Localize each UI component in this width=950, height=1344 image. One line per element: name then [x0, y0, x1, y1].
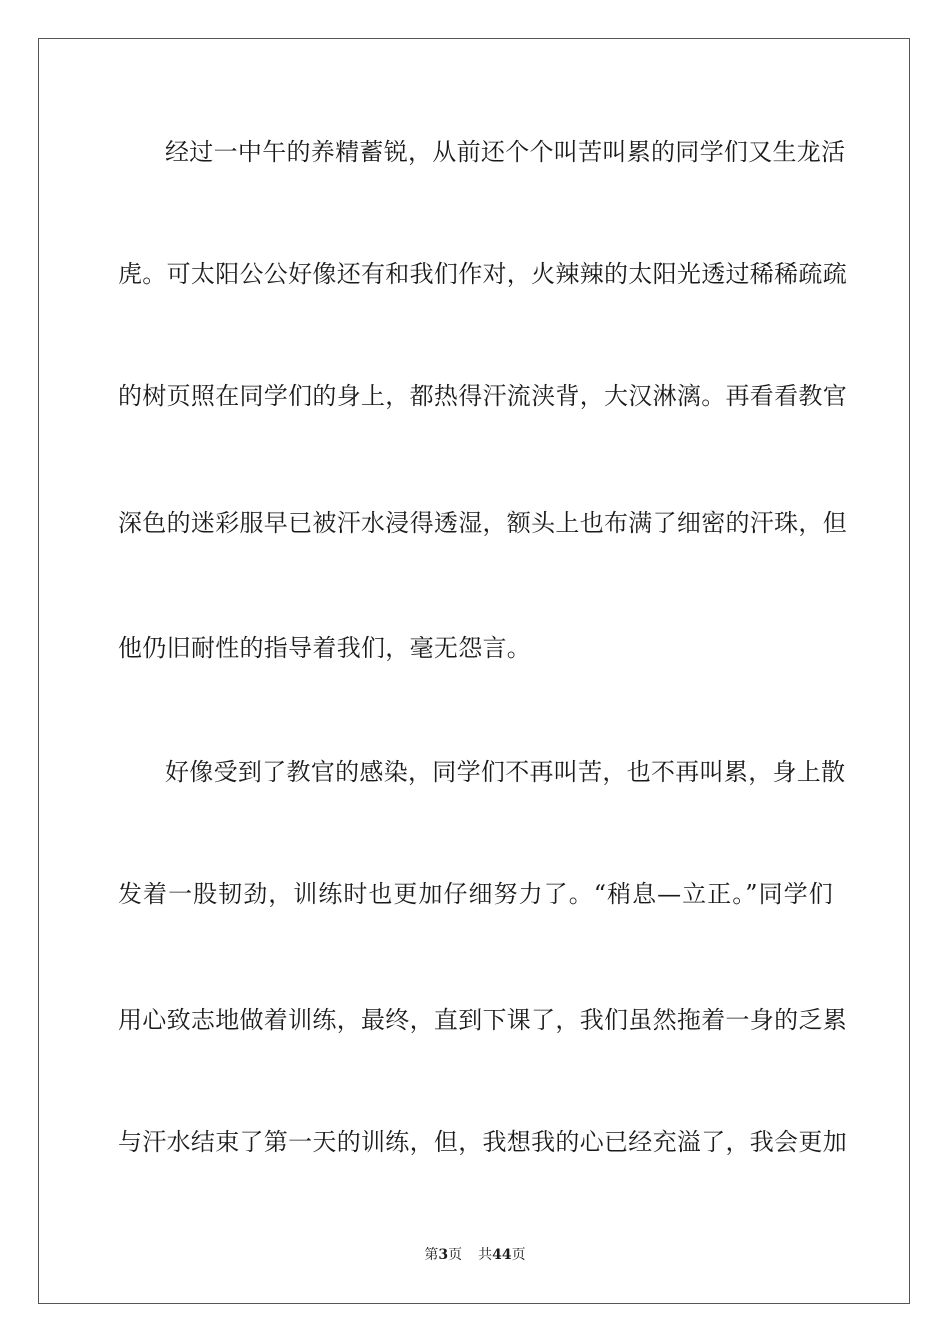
paragraph-2-line-1: 好像受到了教官的感染，同学们不再叫苦，也不再叫累，身上散	[165, 758, 846, 786]
footer-total-suffix: 页	[511, 1247, 526, 1263]
footer-total-pages: 44	[492, 1247, 512, 1263]
footer-page-suffix: 页	[448, 1247, 463, 1263]
footer-total-prefix: 共	[478, 1247, 493, 1263]
paragraph-1-line-4: 深色的迷彩服早已被汗水浸得透湿，额头上也布满了细密的汗珠，但	[118, 509, 847, 537]
footer-page-prefix: 第	[424, 1247, 439, 1263]
paragraph-1-line-2: 虎。可太阳公公好像还有和我们作对，火辣辣的太阳光透过稀稀疏疏	[118, 260, 847, 288]
paragraph-1-line-1: 经过一中午的养精蓄锐，从前还个个叫苦叫累的同学们又生龙活	[165, 138, 846, 166]
footer-page-number: 3	[438, 1247, 449, 1263]
paragraph-2-line-3: 用心致志地做着训练，最终，直到下课了，我们虽然拖着一身的乏累	[118, 1006, 847, 1034]
page-footer	[0, 1246, 950, 1264]
paragraph-1-line-5: 他仍旧耐性的指导着我们，毫无怨言。	[118, 634, 532, 662]
paragraph-2-line-2: 发着一股韧劲，训练时也更加仔细努力了。“稍息—立正。”同学们	[118, 880, 833, 908]
paragraph-1-line-3: 的树页照在同学们的身上，都热得汗流浃背，大汉淋漓。再看看教官	[118, 382, 847, 410]
paragraph-2-line-4: 与汗水结束了第一天的训练，但，我想我的心已经充溢了，我会更加	[118, 1128, 847, 1156]
page-border	[38, 38, 910, 1304]
